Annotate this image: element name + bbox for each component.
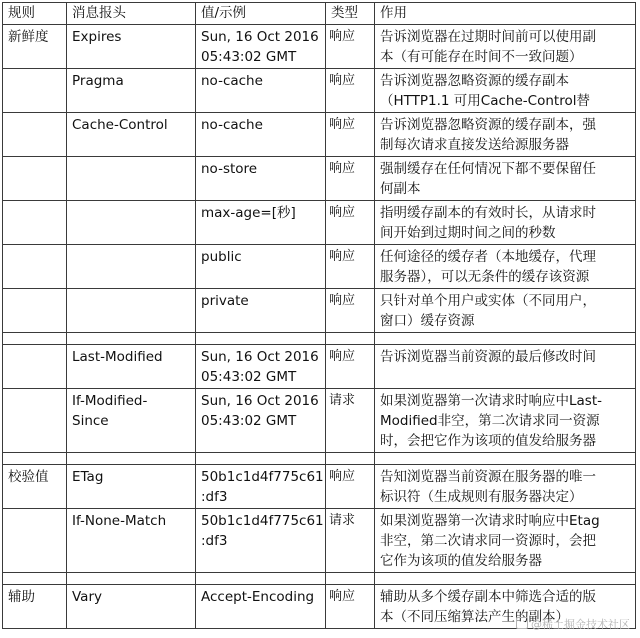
effect-line: （HTTP1.1 可用Cache-Control替 xyxy=(380,93,590,109)
header-line: Since xyxy=(72,413,109,429)
spacer-cell xyxy=(375,453,636,465)
cell-value xyxy=(196,113,326,157)
cell-rule: 校验值 xyxy=(3,465,67,509)
cell-type: 响应 xyxy=(326,201,375,245)
cell-header xyxy=(67,113,196,157)
cell-effect xyxy=(375,289,636,333)
spacer-cell xyxy=(196,573,326,585)
effect-line: 本（有可能存在时间不一致问题） xyxy=(380,49,583,65)
spacer-row xyxy=(3,453,636,465)
value-line: 50b1c1d4f775c61 xyxy=(201,469,324,485)
value-line: Accept-Encoding xyxy=(201,589,315,605)
spacer-cell xyxy=(67,333,196,345)
cell-header xyxy=(67,389,196,453)
cell-type: 响应 xyxy=(326,157,375,201)
table-row xyxy=(3,25,636,69)
effect-line: 告诉浏览器忽略资源的缓存副本，强 xyxy=(380,117,596,133)
table-row xyxy=(3,289,636,333)
cell-effect xyxy=(375,245,636,289)
cell-effect xyxy=(375,389,636,453)
cell-rule: 辅助 xyxy=(3,585,67,629)
header-line: Pragma xyxy=(72,73,124,89)
cell-header xyxy=(67,157,196,201)
value-line: no-store xyxy=(201,161,258,177)
table-row xyxy=(3,465,636,509)
effect-line: 标识符（生成规则有服务器决定） xyxy=(380,489,583,505)
header-line: If-None-Match xyxy=(72,513,167,529)
http-cache-headers-table xyxy=(2,2,636,629)
effect-line: 指明缓存副本的有效时长，从请求时 xyxy=(380,205,596,221)
effect-line: 如果浏览器第一次请求时响应中Etag xyxy=(380,513,600,529)
effect-line: 强制缓存在任何情况下都不要保留任 xyxy=(380,161,596,177)
cell-value xyxy=(196,465,326,509)
header-line: Vary xyxy=(72,589,102,605)
effect-line: 任何途径的缓存者（本地缓存，代理 xyxy=(380,249,596,265)
table-row xyxy=(3,345,636,389)
effect-line: 窗口）缓存资源 xyxy=(380,313,475,329)
cell-type: 响应 xyxy=(326,113,375,157)
cell-header xyxy=(67,201,196,245)
cell-header xyxy=(67,69,196,113)
value-line: 05:43:02 GMT xyxy=(201,413,297,429)
cell-type: 请求 xyxy=(326,509,375,573)
cell-value xyxy=(196,25,326,69)
effect-line: 告知浏览器当前资源在服务器的唯一 xyxy=(380,469,596,485)
spacer-cell xyxy=(375,573,636,585)
effect-line: 告诉浏览器在过期时间前可以使用副 xyxy=(380,29,596,45)
value-line: public xyxy=(201,249,242,265)
header-line: Expires xyxy=(72,29,122,45)
spacer-cell xyxy=(67,453,196,465)
value-line: :df3 xyxy=(201,489,228,505)
effect-line: Modified非空，第二次请求同一资源 xyxy=(380,413,600,429)
cell-type: 响应 xyxy=(326,465,375,509)
cell-rule: 新鲜度 xyxy=(3,25,67,69)
cell-value xyxy=(196,345,326,389)
cell-effect xyxy=(375,157,636,201)
spacer-cell xyxy=(3,573,67,585)
header-message-header: 消息报头 xyxy=(67,3,196,25)
cell-value xyxy=(196,389,326,453)
spacer-cell xyxy=(196,333,326,345)
spacer-cell xyxy=(3,453,67,465)
cell-effect xyxy=(375,25,636,69)
effect-line: 非空，第二次请求同一资源时，会把 xyxy=(380,533,596,549)
value-line: 50b1c1d4f775c61 xyxy=(201,513,324,529)
value-line: Sun, 16 Oct 2016 xyxy=(201,349,319,365)
effect-line: 如果浏览器第一次请求时响应中Last- xyxy=(380,393,602,409)
effect-line: 间开始到过期时间之间的秒数 xyxy=(380,225,556,241)
spacer-row xyxy=(3,573,636,585)
cell-header xyxy=(67,345,196,389)
header-rule: 规则 xyxy=(3,3,67,25)
cell-header xyxy=(67,25,196,69)
header-line: Cache-Control xyxy=(72,117,168,133)
cell-type: 响应 xyxy=(326,69,375,113)
effect-line: 告诉浏览器当前资源的最后修改时间 xyxy=(380,349,596,365)
cell-value xyxy=(196,509,326,573)
cell-value xyxy=(196,69,326,113)
cell-type: 响应 xyxy=(326,289,375,333)
cell-effect xyxy=(375,465,636,509)
spacer-cell xyxy=(67,573,196,585)
cell-rule xyxy=(3,509,67,573)
header-type: 类型 xyxy=(326,3,375,25)
cell-rule xyxy=(3,389,67,453)
effect-line: 辅助从多个缓存副本中筛选合适的版 xyxy=(380,589,596,605)
value-line: private xyxy=(201,293,249,309)
value-line: :df3 xyxy=(201,533,228,549)
cell-effect xyxy=(375,201,636,245)
cell-header xyxy=(67,509,196,573)
cell-effect xyxy=(375,69,636,113)
spacer-cell xyxy=(375,333,636,345)
watermark-text: @稀土掘金技术社区 xyxy=(531,618,630,631)
cell-value xyxy=(196,289,326,333)
cell-effect xyxy=(375,345,636,389)
table-row xyxy=(3,585,636,629)
cell-rule xyxy=(3,157,67,201)
cell-effect xyxy=(375,113,636,157)
value-line: Sun, 16 Oct 2016 xyxy=(201,393,319,409)
effect-line: 制每次请求直接发送给源服务器 xyxy=(380,137,569,153)
cell-type: 响应 xyxy=(326,585,375,629)
cell-rule xyxy=(3,289,67,333)
spacer-cell xyxy=(3,333,67,345)
cell-value xyxy=(196,157,326,201)
value-line: no-cache xyxy=(201,73,263,89)
spacer-row xyxy=(3,333,636,345)
header-line: ETag xyxy=(72,469,104,485)
table-header-row xyxy=(3,3,636,25)
spacer-cell xyxy=(196,453,326,465)
header-effect: 作用 xyxy=(375,3,636,25)
spacer-cell xyxy=(326,333,375,345)
header-value-example: 值/示例 xyxy=(196,3,326,25)
cell-effect xyxy=(375,585,636,629)
table-row xyxy=(3,245,636,289)
value-line: no-cache xyxy=(201,117,263,133)
table-row xyxy=(3,389,636,453)
cell-rule xyxy=(3,345,67,389)
cell-value xyxy=(196,245,326,289)
header-line: Last-Modified xyxy=(72,349,163,365)
table-row xyxy=(3,201,636,245)
table-row xyxy=(3,69,636,113)
cell-rule xyxy=(3,69,67,113)
effect-line: 本（不同压缩算法产生的副本） xyxy=(380,609,569,625)
header-line: If-Modified- xyxy=(72,393,148,409)
cell-header xyxy=(67,465,196,509)
cell-header xyxy=(67,289,196,333)
table-row xyxy=(3,509,636,573)
cell-value xyxy=(196,201,326,245)
cell-type: 响应 xyxy=(326,25,375,69)
cell-type: 请求 xyxy=(326,389,375,453)
cell-rule xyxy=(3,201,67,245)
cell-rule xyxy=(3,113,67,157)
value-line: Sun, 16 Oct 2016 xyxy=(201,29,319,45)
spacer-cell xyxy=(326,453,375,465)
effect-line: 时，会把它作为该项的值发给服务器 xyxy=(380,433,596,449)
value-line: max-age=[秒] xyxy=(201,205,296,221)
cell-type: 响应 xyxy=(326,245,375,289)
cell-rule xyxy=(3,245,67,289)
cell-header xyxy=(67,245,196,289)
cell-value xyxy=(196,585,326,629)
cell-header xyxy=(67,585,196,629)
value-line: 05:43:02 GMT xyxy=(201,369,297,385)
effect-line: 何副本 xyxy=(380,181,421,197)
effect-line: 服务器），可以无条件的缓存该资源 xyxy=(380,269,590,285)
effect-line: 它作为该项的值发给服务器 xyxy=(380,553,542,569)
cell-type: 响应 xyxy=(326,345,375,389)
effect-line: 只针对单个用户或实体（不同用户， xyxy=(380,293,596,309)
cell-effect xyxy=(375,509,636,573)
effect-line: 告诉浏览器忽略资源的缓存副本 xyxy=(380,73,569,89)
table-row xyxy=(3,157,636,201)
value-line: 05:43:02 GMT xyxy=(201,49,297,65)
spacer-cell xyxy=(326,573,375,585)
table-row xyxy=(3,113,636,157)
